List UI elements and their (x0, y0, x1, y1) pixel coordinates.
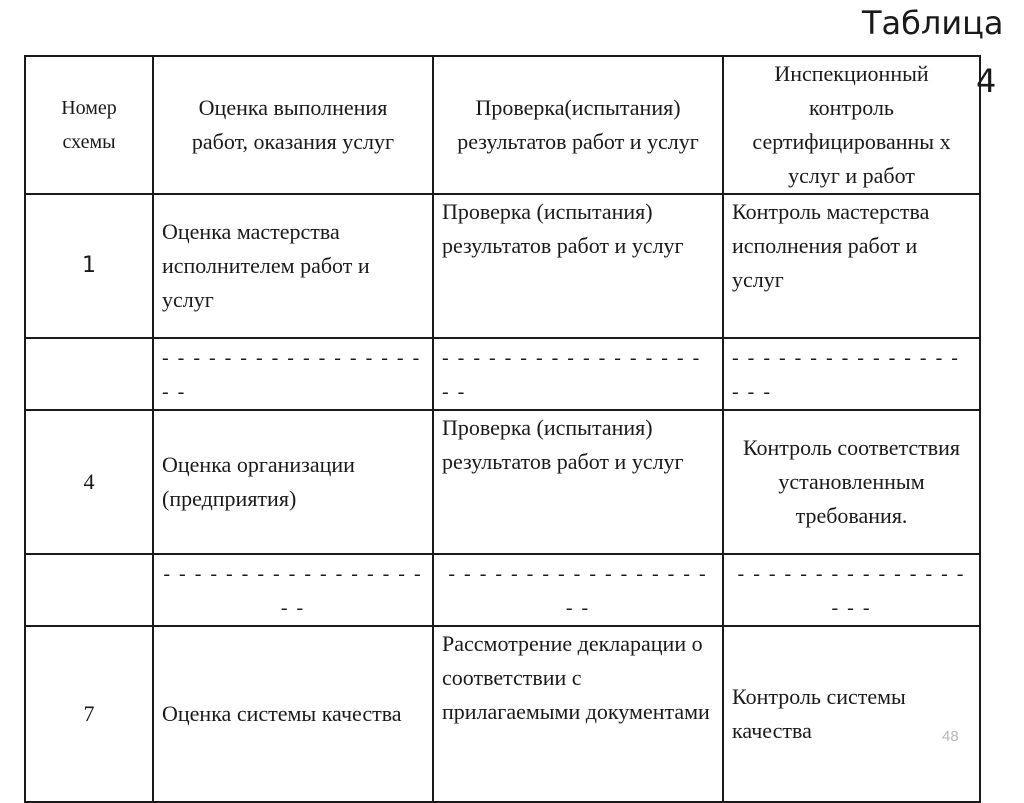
assessment-cell: Оценка мастерства исполнителем работ и услуг (153, 194, 433, 338)
header-testing: Проверка(испытания) результатов работ и услуг (433, 56, 723, 194)
certification-schemes-table (24, 55, 981, 803)
testing-cell: Проверка (испытания) результатов работ и услуг (433, 194, 723, 338)
scheme-number-cell: 4 (25, 410, 153, 554)
header-assessment: Оценка выполнения работ, оказания услуг (153, 56, 433, 194)
table-row (25, 194, 980, 338)
assessment-cell: - - - - - - - - - - - - - - - - - - - (153, 554, 433, 626)
table-caption-title: Таблица (862, 4, 1004, 42)
table-row (25, 338, 980, 410)
testing-cell: - - - - - - - - - - - - - - - - - - - (433, 554, 723, 626)
table-row (25, 626, 980, 802)
inspection-cell: Контроль мастерства исполнения работ и услуг (723, 194, 980, 338)
page-number: 48 (942, 728, 959, 745)
scheme-number-cell (25, 338, 153, 410)
table-row (25, 554, 980, 626)
inspection-cell: Контроль соответствия установленным требования. (723, 410, 980, 554)
testing-cell: Рассмотрение декларации о соответствии с прилагаемыми документами (433, 626, 723, 802)
assessment-cell: Оценка системы качества (153, 626, 433, 802)
table-row (25, 410, 980, 554)
scheme-number-cell: 7 (25, 626, 153, 802)
inspection-cell: - - - - - - - - - - - - - - - - - - (723, 554, 980, 626)
scheme-number-cell: 1 (25, 194, 153, 338)
scheme-number-cell (25, 554, 153, 626)
assessment-cell: Оценка организации (предприятия) (153, 410, 433, 554)
testing-cell: - - - - - - - - - - - - - - - - - - - (433, 338, 723, 410)
inspection-cell: - - - - - - - - - - - - - - - - - - (723, 338, 980, 410)
header-scheme-number: Номер схемы (25, 56, 153, 194)
header-inspection: Инспекционный контроль сертифицированны х услуг и работ (723, 56, 980, 194)
inspection-cell: Контроль системы качества (723, 626, 980, 802)
assessment-cell: - - - - - - - - - - - - - - - - - - - (153, 338, 433, 410)
testing-cell: Проверка (испытания) результатов работ и услуг (433, 410, 723, 554)
table-header-row (25, 56, 980, 194)
table-caption-number: 4 (976, 62, 997, 100)
